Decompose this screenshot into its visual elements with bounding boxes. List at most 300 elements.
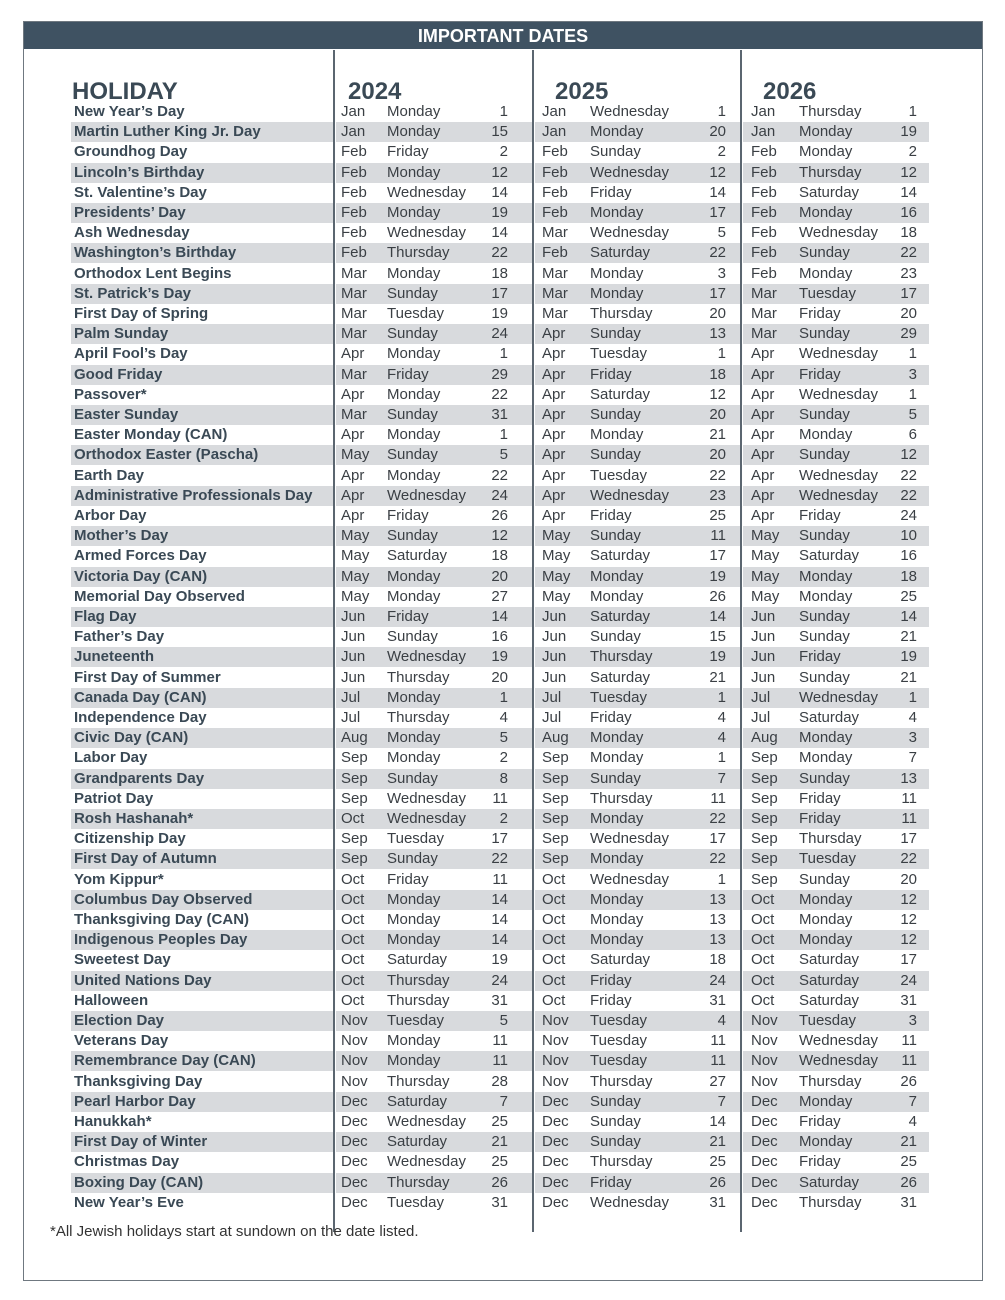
header-2025: 2025 — [555, 78, 609, 105]
date-cell: 31 — [900, 1193, 917, 1211]
weekday-cell: Monday — [590, 426, 644, 444]
weekday-cell: Friday — [799, 305, 841, 322]
weekday-cell: Thursday — [590, 305, 653, 322]
weekday-cell: Thursday — [799, 1193, 862, 1211]
date-cell: 2 — [499, 749, 508, 767]
month-cell: Dec — [341, 1193, 368, 1211]
date-cell: 21 — [900, 668, 917, 686]
holiday-name: Administrative Professionals Day — [74, 486, 313, 504]
date-cell: 1 — [499, 688, 508, 706]
table-row — [24, 203, 917, 223]
weekday-cell: Saturday — [590, 385, 651, 403]
month-cell: May — [542, 567, 571, 585]
date-cell: 1 — [717, 103, 726, 120]
date-cell: 20 — [709, 123, 726, 141]
weekday-cell: Sunday — [799, 628, 850, 646]
table-row — [24, 344, 917, 364]
date-cell: 1 — [717, 749, 726, 767]
month-cell: Dec — [341, 1153, 368, 1171]
date-cell: 18 — [709, 365, 726, 383]
month-cell: Nov — [751, 1072, 778, 1090]
weekday-cell: Wednesday — [590, 830, 669, 848]
holiday-name: Washington’s Birthday — [74, 244, 237, 262]
month-cell: Mar — [751, 284, 777, 302]
date-cell: 24 — [491, 486, 508, 504]
table-row — [24, 506, 917, 526]
weekday-cell: Friday — [799, 648, 841, 666]
date-cell: 19 — [709, 567, 726, 585]
month-cell: Jun — [751, 648, 776, 666]
date-cell: 2 — [499, 810, 508, 827]
weekday-cell: Sunday — [590, 769, 641, 787]
holiday-name: Easter Sunday — [74, 406, 179, 423]
weekday-cell: Monday — [799, 931, 853, 949]
month-cell: Feb — [341, 183, 367, 201]
date-cell: 16 — [491, 628, 508, 646]
month-cell: Apr — [542, 446, 566, 464]
date-cell: 8 — [499, 769, 508, 787]
weekday-cell: Saturday — [799, 991, 860, 1009]
table-row — [24, 1072, 917, 1092]
weekday-cell: Saturday — [387, 547, 448, 565]
weekday-cell: Wednesday — [799, 345, 878, 363]
weekday-cell: Monday — [590, 284, 644, 302]
weekday-cell: Thursday — [799, 830, 862, 848]
date-cell: 1 — [908, 385, 917, 403]
holiday-name: Labor Day — [74, 749, 148, 767]
weekday-cell: Tuesday — [590, 1012, 647, 1029]
holiday-name: St. Patrick’s Day — [74, 284, 192, 302]
date-cell: 5 — [499, 1012, 508, 1029]
month-cell: Nov — [542, 1032, 569, 1050]
holiday-name: Independence Day — [74, 709, 207, 726]
date-cell: 7 — [717, 1092, 726, 1110]
weekday-cell: Sunday — [590, 446, 641, 464]
table-row — [24, 102, 917, 122]
header-holiday: HOLIDAY — [72, 78, 178, 105]
date-cell: 5 — [717, 224, 726, 242]
month-cell: Apr — [341, 426, 365, 444]
month-cell: Dec — [751, 1153, 778, 1171]
month-cell: Sep — [542, 810, 569, 827]
weekday-cell: Thursday — [799, 163, 862, 181]
holiday-name: Canada Day (CAN) — [74, 688, 207, 706]
date-cell: 21 — [491, 1133, 508, 1151]
month-cell: Sep — [542, 789, 569, 807]
month-cell: Apr — [542, 507, 566, 524]
holiday-name: Good Friday — [74, 365, 163, 383]
month-cell: Nov — [542, 1012, 569, 1029]
weekday-cell: Monday — [590, 729, 644, 747]
month-cell: Aug — [542, 729, 569, 747]
date-cell: 6 — [908, 426, 917, 444]
date-cell: 29 — [900, 325, 917, 343]
weekday-cell: Saturday — [799, 547, 860, 565]
weekday-cell: Friday — [799, 507, 841, 524]
weekday-cell: Monday — [387, 385, 441, 403]
weekday-cell: Tuesday — [590, 688, 647, 706]
month-cell: Sep — [341, 769, 368, 787]
weekday-cell: Wednesday — [799, 486, 878, 504]
month-cell: Mar — [542, 224, 568, 242]
date-cell: 17 — [709, 284, 726, 302]
weekday-cell: Thursday — [799, 1072, 862, 1090]
date-cell: 17 — [900, 951, 917, 969]
date-cell: 11 — [710, 527, 726, 545]
date-cell: 19 — [900, 123, 917, 141]
weekday-cell: Friday — [387, 365, 429, 383]
month-cell: Sep — [542, 769, 569, 787]
weekday-cell: Monday — [387, 749, 441, 767]
month-cell: Jul — [751, 688, 771, 706]
holiday-name: First Day of Autumn — [74, 850, 217, 868]
date-cell: 3 — [717, 264, 726, 282]
month-cell: May — [751, 567, 780, 585]
table-row — [24, 365, 917, 385]
holiday-name: Armed Forces Day — [74, 547, 207, 565]
date-cell: 2 — [908, 143, 917, 161]
date-cell: 1 — [717, 345, 726, 363]
date-cell: 31 — [491, 406, 508, 423]
date-cell: 12 — [900, 911, 917, 928]
month-cell: Dec — [751, 1133, 778, 1151]
table-row — [24, 647, 917, 667]
weekday-cell: Thursday — [590, 1072, 653, 1090]
month-cell: Oct — [751, 911, 775, 928]
table-row — [24, 546, 917, 566]
holiday-name: First Day of Summer — [74, 668, 221, 686]
weekday-cell: Sunday — [799, 406, 850, 423]
weekday-cell: Monday — [590, 850, 644, 868]
weekday-cell: Monday — [799, 264, 853, 282]
month-cell: Feb — [751, 244, 777, 262]
month-cell: Feb — [542, 143, 568, 161]
table-row — [24, 445, 917, 465]
weekday-cell: Wednesday — [799, 1052, 878, 1070]
month-cell: Feb — [341, 143, 367, 161]
month-cell: Apr — [542, 466, 566, 484]
date-cell: 22 — [900, 850, 917, 868]
weekday-cell: Friday — [799, 365, 841, 383]
date-cell: 7 — [717, 769, 726, 787]
date-cell: 1 — [908, 345, 917, 363]
month-cell: Dec — [341, 1173, 368, 1191]
table-row — [24, 991, 917, 1011]
table-row — [24, 264, 917, 284]
month-cell: Sep — [751, 769, 778, 787]
holiday-name: Arbor Day — [74, 507, 147, 524]
holiday-name: Boxing Day (CAN) — [74, 1173, 204, 1191]
table-row — [24, 769, 917, 789]
date-cell: 20 — [491, 668, 508, 686]
weekday-cell: Saturday — [590, 244, 651, 262]
date-cell: 19 — [709, 648, 726, 666]
holiday-name: Grandparents Day — [74, 769, 205, 787]
holiday-name: Victoria Day (CAN) — [74, 567, 208, 585]
date-cell: 17 — [709, 830, 726, 848]
table-row — [24, 829, 917, 849]
month-cell: Feb — [542, 163, 568, 181]
weekday-cell: Friday — [590, 1173, 632, 1191]
date-cell: 20 — [900, 870, 917, 888]
table-row — [24, 284, 917, 304]
weekday-cell: Sunday — [799, 325, 850, 343]
holiday-name: April Fool’s Day — [74, 345, 188, 363]
month-cell: May — [341, 527, 370, 545]
weekday-cell: Tuesday — [799, 284, 856, 302]
holiday-name: Earth Day — [74, 466, 145, 484]
month-cell: Feb — [751, 163, 777, 181]
month-cell: Mar — [341, 325, 367, 343]
weekday-cell: Wednesday — [387, 810, 466, 827]
month-cell: Oct — [751, 890, 775, 908]
date-cell: 16 — [900, 547, 917, 565]
weekday-cell: Saturday — [387, 1092, 448, 1110]
weekday-cell: Tuesday — [590, 1032, 647, 1050]
month-cell: Jun — [542, 648, 567, 666]
date-cell: 17 — [491, 830, 508, 848]
weekday-cell: Tuesday — [387, 1193, 444, 1211]
weekday-cell: Saturday — [590, 668, 651, 686]
table-row — [24, 183, 917, 203]
holiday-name: Palm Sunday — [74, 325, 169, 343]
table-row — [24, 486, 917, 506]
weekday-cell: Saturday — [799, 951, 860, 969]
weekday-cell: Wednesday — [590, 1193, 669, 1211]
table-row — [24, 748, 917, 768]
holiday-name: St. Valentine’s Day — [74, 183, 207, 201]
month-cell: Mar — [751, 305, 777, 322]
weekday-cell: Monday — [387, 103, 441, 120]
date-cell: 17 — [900, 284, 917, 302]
weekday-cell: Sunday — [387, 769, 438, 787]
weekday-cell: Monday — [590, 123, 644, 141]
weekday-cell: Wednesday — [387, 183, 466, 201]
month-cell: Sep — [751, 789, 778, 807]
month-cell: Jul — [341, 709, 361, 726]
holiday-name: Columbus Day Observed — [74, 890, 253, 908]
weekday-cell: Thursday — [387, 668, 450, 686]
date-cell: 15 — [709, 628, 726, 646]
date-cell: 26 — [709, 1173, 726, 1191]
holiday-name: Orthodox Easter (Pascha) — [74, 446, 259, 464]
weekday-cell: Monday — [387, 123, 441, 141]
weekday-cell: Wednesday — [387, 648, 466, 666]
holiday-name: Christmas Day — [74, 1153, 180, 1171]
weekday-cell: Friday — [590, 365, 632, 383]
month-cell: Dec — [341, 1113, 368, 1130]
month-cell: Sep — [542, 830, 569, 848]
date-cell: 11 — [710, 1052, 726, 1070]
holiday-name: Orthodox Lent Begins — [74, 264, 232, 282]
holiday-name: Mother’s Day — [74, 527, 169, 545]
month-cell: Apr — [751, 486, 775, 504]
month-cell: Apr — [341, 345, 365, 363]
weekday-cell: Friday — [799, 789, 841, 807]
date-cell: 18 — [491, 264, 508, 282]
weekday-cell: Friday — [799, 1153, 841, 1171]
holiday-name: Easter Monday (CAN) — [74, 426, 228, 444]
month-cell: Mar — [341, 365, 367, 383]
date-cell: 13 — [709, 890, 726, 908]
date-cell: 24 — [491, 971, 508, 989]
month-cell: Dec — [341, 1092, 368, 1110]
date-cell: 12 — [491, 163, 508, 181]
date-cell: 21 — [709, 668, 726, 686]
weekday-cell: Monday — [799, 567, 853, 585]
month-cell: Feb — [341, 244, 367, 262]
holiday-name: First Day of Winter — [74, 1133, 208, 1151]
date-cell: 22 — [491, 244, 508, 262]
weekday-cell: Wednesday — [590, 103, 669, 120]
table-row — [24, 809, 917, 829]
date-cell: 3 — [908, 729, 917, 747]
weekday-cell: Monday — [799, 729, 853, 747]
weekday-cell: Monday — [590, 204, 644, 221]
weekday-cell: Friday — [799, 1113, 841, 1130]
month-cell: Oct — [542, 890, 566, 908]
date-cell: 27 — [491, 587, 508, 605]
date-cell: 19 — [491, 951, 508, 969]
weekday-cell: Monday — [799, 1133, 853, 1151]
month-cell: Jun — [542, 668, 567, 686]
weekday-cell: Friday — [590, 991, 632, 1009]
date-cell: 22 — [709, 466, 726, 484]
month-cell: Sep — [542, 749, 569, 767]
header-2024: 2024 — [348, 78, 402, 105]
weekday-cell: Wednesday — [799, 385, 878, 403]
weekday-cell: Wednesday — [590, 163, 669, 181]
weekday-cell: Monday — [387, 931, 441, 949]
date-cell: 4 — [908, 1113, 917, 1130]
table-row — [24, 950, 917, 970]
table-row — [24, 243, 917, 263]
weekday-cell: Monday — [590, 911, 644, 928]
date-cell: 22 — [491, 385, 508, 403]
month-cell: May — [751, 587, 780, 605]
weekday-cell: Sunday — [590, 1113, 641, 1130]
month-cell: Mar — [751, 325, 777, 343]
month-cell: Mar — [542, 305, 568, 322]
holiday-name: Thanksgiving Day — [74, 1072, 203, 1090]
date-cell: 18 — [491, 547, 508, 565]
table-row — [24, 688, 917, 708]
month-cell: Mar — [542, 284, 568, 302]
date-cell: 18 — [900, 567, 917, 585]
month-cell: Oct — [542, 991, 566, 1009]
weekday-cell: Monday — [387, 567, 441, 585]
date-cell: 11 — [901, 810, 917, 827]
weekday-cell: Friday — [387, 507, 429, 524]
holiday-name: Rosh Hashanah* — [74, 810, 194, 827]
date-cell: 23 — [900, 264, 917, 282]
holiday-name: Citizenship Day — [74, 830, 186, 848]
holiday-name: Halloween — [74, 991, 149, 1009]
date-cell: 7 — [908, 749, 917, 767]
month-cell: Apr — [542, 345, 566, 363]
month-cell: Nov — [542, 1072, 569, 1090]
month-cell: Feb — [341, 163, 367, 181]
date-cell: 27 — [709, 1072, 726, 1090]
month-cell: Jul — [341, 688, 361, 706]
month-cell: Nov — [341, 1072, 368, 1090]
weekday-cell: Friday — [387, 608, 429, 625]
date-cell: 21 — [900, 1133, 917, 1151]
month-cell: Dec — [542, 1133, 569, 1151]
holiday-name: Juneteenth — [74, 648, 155, 666]
weekday-cell: Monday — [590, 587, 644, 605]
date-cell: 22 — [900, 466, 917, 484]
date-cell: 31 — [491, 1193, 508, 1211]
date-cell: 20 — [709, 305, 726, 322]
date-cell: 23 — [709, 486, 726, 504]
date-cell: 12 — [900, 446, 917, 464]
date-cell: 10 — [900, 527, 917, 545]
date-cell: 12 — [900, 890, 917, 908]
holiday-name: Civic Day (CAN) — [74, 729, 189, 747]
date-cell: 1 — [717, 688, 726, 706]
weekday-cell: Sunday — [799, 608, 850, 625]
month-cell: Jan — [751, 103, 776, 120]
month-cell: Mar — [542, 264, 568, 282]
date-cell: 26 — [900, 1072, 917, 1090]
weekday-cell: Monday — [590, 264, 644, 282]
weekday-cell: Sunday — [387, 325, 438, 343]
month-cell: Apr — [542, 365, 566, 383]
month-cell: Oct — [341, 890, 365, 908]
date-cell: 24 — [709, 971, 726, 989]
holiday-name: Passover* — [74, 385, 147, 403]
weekday-cell: Saturday — [387, 951, 448, 969]
date-cell: 1 — [499, 345, 508, 363]
table-row — [24, 163, 917, 183]
weekday-cell: Thursday — [799, 103, 862, 120]
date-cell: 22 — [491, 850, 508, 868]
date-cell: 7 — [908, 1092, 917, 1110]
date-cell: 19 — [491, 204, 508, 221]
holiday-name: Memorial Day Observed — [74, 587, 245, 605]
date-cell: 18 — [900, 224, 917, 242]
weekday-cell: Wednesday — [387, 789, 466, 807]
weekday-cell: Monday — [799, 1092, 853, 1110]
weekday-cell: Monday — [590, 890, 644, 908]
month-cell: Jul — [751, 709, 771, 726]
weekday-cell: Monday — [590, 567, 644, 585]
month-cell: Oct — [542, 951, 566, 969]
weekday-cell: Sunday — [590, 325, 641, 343]
date-cell: 13 — [900, 769, 917, 787]
table-row — [24, 910, 917, 930]
table-row — [24, 405, 917, 425]
date-cell: 12 — [900, 931, 917, 949]
month-cell: Dec — [542, 1113, 569, 1130]
month-cell: Jun — [341, 628, 366, 646]
month-cell: Oct — [341, 971, 365, 989]
date-cell: 11 — [901, 1052, 917, 1070]
month-cell: Oct — [542, 931, 566, 949]
month-cell: Dec — [751, 1092, 778, 1110]
date-cell: 12 — [900, 163, 917, 181]
holiday-name: Presidents’ Day — [74, 204, 186, 221]
date-cell: 26 — [491, 507, 508, 524]
month-cell: Jun — [341, 668, 366, 686]
weekday-cell: Monday — [387, 345, 441, 363]
table-row — [24, 324, 917, 344]
table-row — [24, 1092, 917, 1112]
holiday-name: Sweetest Day — [74, 951, 171, 969]
date-cell: 14 — [491, 608, 508, 625]
date-cell: 26 — [900, 1173, 917, 1191]
